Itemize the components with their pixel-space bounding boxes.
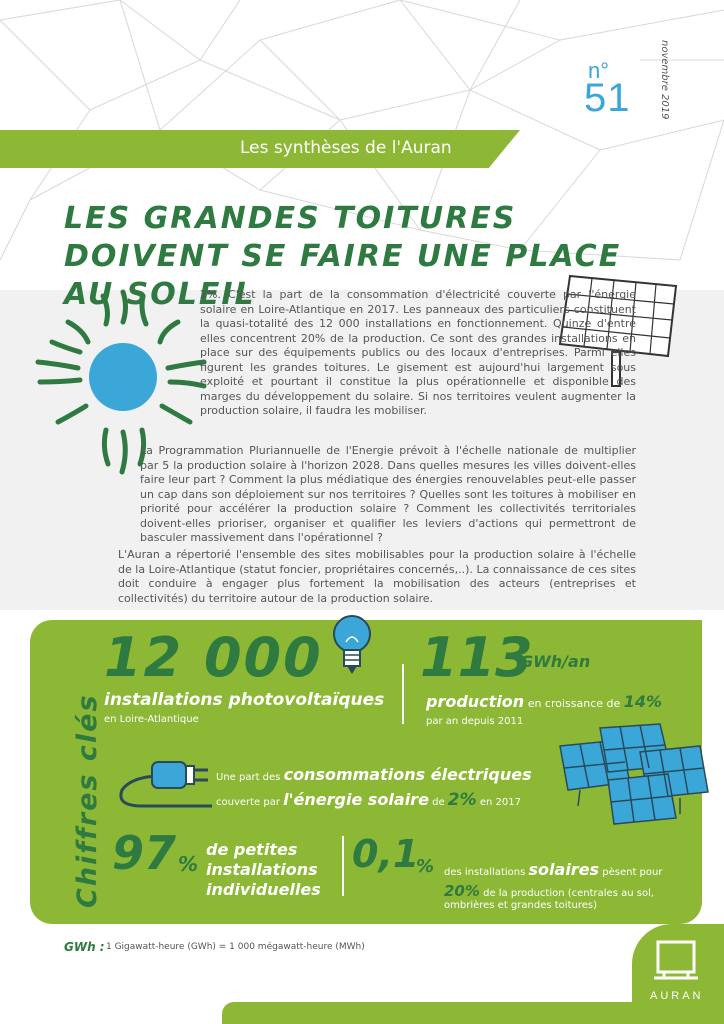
solar-share-pct-sign: % [416, 856, 435, 877]
questions-paragraph: La Programmation Pluriannuelle de l'Energie prévoit à l'échelle nationale de multiplier par 5 la production solaire à l'horizon 2028. Dans quelles mesures les villes doivent-elles faire leur part ? Comment la plus médiatique des énergies renouvelables peut-elle passer un cap dans son déploiement sur nos territoires ? Quelles sont les toitures à mobiliser en priorité pour accélérer la production solaire ? Comment les collectivités territoriales doivent-elles prioriser, organiser et qualifier les leviers d'actions qui permettront de basculer massivement dans l'opérationnel ? [140, 444, 636, 544]
small-line2: installations [206, 860, 318, 879]
small-installations-text [206, 840, 321, 900]
solar-panels-icon [540, 722, 710, 830]
intro-paragraph: 2%. C'est la part de la consommation d'électricité couverte par l'énergie solaire en Loire-Atlantique en 2017. Les panneaux des particuliers constituent la quasi-totalité des 12 000 installations en fonctionnement. Quinze d'entre elles concentrent 20% de la production. Ce sont des grandes installations en place sur des équipements publics ou des locaux d'entreprises. Parmi elles figurent les grandes toitures. Le gisement est aujourd'hui largement sous exploité et pourtant il constitue la plus opérationnelle et disponible des marges du développement du solaire. Si nos territoires veulent augmenter la production solaire, il faudra les mobiliser. [200, 288, 636, 417]
divider-top [402, 664, 404, 724]
share-statement [216, 764, 532, 814]
installations-number: 12 000 [104, 626, 323, 689]
issue-prefix: n° [588, 58, 610, 83]
share-mid: couverte par [216, 797, 280, 808]
solar-post: pèsent pour [602, 867, 663, 878]
small-line3: individuelles [206, 880, 321, 899]
issue-date [656, 40, 672, 130]
production-growth-text: en croissance de [527, 697, 621, 710]
electric-plug-icon [112, 740, 224, 816]
production-word: production [426, 692, 525, 711]
installations-text: installations photovoltaïques [104, 690, 385, 710]
share-em2: l'énergie solaire [283, 790, 429, 809]
production-line [426, 692, 662, 711]
series-title: Les synthèses de l'Auran [240, 138, 452, 158]
production-number: 113 [420, 626, 533, 689]
gwh-definition: 1 Gigawatt-heure (GWh) = 1 000 mégawatt-heure (MWh) [106, 942, 365, 952]
solar-line2 [444, 882, 654, 900]
gwh-label: GWh : [64, 940, 105, 954]
auran-logo-text: AURAN [650, 990, 704, 1002]
share-em1: consommations électriques [283, 765, 532, 784]
issue-date-text: novembre 2019 [659, 40, 670, 120]
solar-em: solaires [528, 860, 600, 879]
installations-sub: en Loire-Atlantique [104, 714, 199, 725]
small-installations-pct: % [178, 852, 199, 876]
small-line1: de petites [206, 840, 298, 859]
share-pct: 2% [447, 790, 477, 810]
solar-line1 [444, 860, 662, 879]
auran-logo-mark [654, 940, 698, 980]
bottom-bar [222, 1002, 642, 1024]
production-growth-pct: 14% [623, 692, 663, 711]
small-installations-number: 97 [112, 826, 177, 880]
solar-line3: ombrières et grandes toitures) [444, 900, 597, 911]
solar-pre: des installations [444, 867, 526, 878]
issue-number: 51 [584, 76, 631, 120]
share-suffix: en 2017 [479, 797, 521, 808]
key-figures-label-text: Chiffres clés [72, 693, 103, 908]
page-title: LES GRANDES TOITURES DOIVENT SE FAIRE UNE PLACE AU SOLEIL [64, 201, 622, 312]
key-figures-label [36, 640, 103, 910]
solar-share-pct: 20% [444, 882, 480, 900]
solar-share-text: de la production (centrales au sol, [483, 888, 655, 899]
lightbulb-icon [328, 612, 376, 678]
divider-bottom [342, 836, 344, 896]
production-sub: par an depuis 2011 [426, 716, 524, 727]
share-prefix: Une part des [216, 772, 281, 783]
solar-share-number: 0,1 [352, 832, 420, 876]
auran-paragraph: L'Auran a répertorié l'ensemble des sites mobilisables pour la production solaire à l'échelle de la Loire-Atlantique (statut foncier, propriétaires concernés,..). La connaissance de ces sites doit conduire à engager plus fortement la mobilisation des acteurs (entreprises et collectivités) du territoire autour de la production solaire. [118, 548, 636, 605]
share-de: de [432, 797, 445, 808]
production-unit: GWh/an [520, 652, 591, 671]
